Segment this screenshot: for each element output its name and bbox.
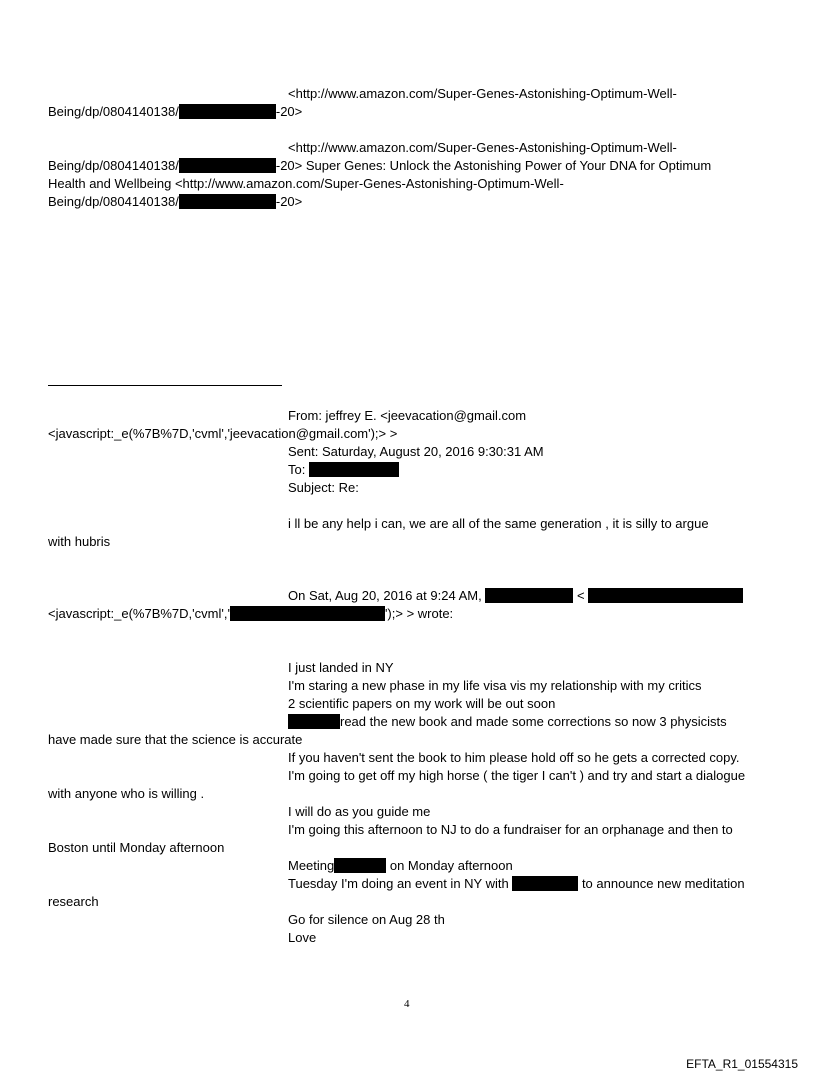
redaction-box [334, 858, 386, 873]
quote-js-start: <javascript:_e(%7B%7D,'cvml',' [48, 606, 230, 621]
link-start: <http://www.amazon.com/Super-Genes-Astonishing-Optimum-Well- [174, 176, 564, 191]
message-line: 2 scientific papers on my work will be out soon [288, 696, 556, 711]
redaction-box [230, 606, 385, 621]
header-from: From: jeffrey E. <jeevacation@gmail.com [288, 408, 527, 423]
quote-on: On Sat, Aug 20, 2016 at 9:24 AM, [288, 588, 482, 603]
message-line: If you haven't sent the book to him please hold off so he gets a corrected copy. [288, 750, 740, 765]
message-line: I'm going this afternoon to NJ to do a fundraiser for an orphanage and then to [288, 822, 733, 837]
redaction-box [179, 158, 276, 173]
link-line [48, 175, 564, 193]
quote-lt: < [576, 588, 585, 603]
message-line: have made sure that the science is accurate [48, 732, 303, 747]
link-line [48, 103, 302, 121]
message-text: Meeting [288, 858, 335, 873]
redaction-box [485, 588, 573, 603]
link-path: Being/dp/0804140138/ [48, 158, 179, 173]
message-line: I'm staring a new phase in my life visa vis my relationship with my critics [288, 678, 702, 693]
link-line: <http://www.amazon.com/Super-Genes-Astonishing-Optimum-Well- [288, 140, 677, 155]
separator-rule [48, 385, 282, 386]
message-line [288, 713, 727, 731]
book-title-cont: Health and Wellbeing [48, 176, 175, 191]
message-line: with anyone who is willing . [48, 786, 205, 801]
reply-line: i ll be any help i can, we are all of the same generation , it is silly to argue [288, 516, 709, 531]
message-line [288, 875, 745, 893]
message-line [288, 857, 513, 875]
message-line: Go for silence on Aug 28 th [288, 912, 445, 927]
message-line: I'm going to get off my high horse ( the tiger I can't ) and try and start a dialogue [288, 768, 746, 783]
link-path: Being/dp/0804140138/ [48, 104, 179, 119]
message-text: Tuesday I'm doing an event in NY with [288, 876, 513, 891]
link-path: Being/dp/0804140138/ [48, 194, 179, 209]
redaction-box [512, 876, 578, 891]
page-number: 4 [404, 998, 410, 1010]
message-line: I just landed in NY [288, 660, 394, 675]
reply-line: with hubris [48, 534, 111, 549]
message-text: to announce new meditation [578, 876, 745, 891]
link-line: <http://www.amazon.com/Super-Genes-Astonishing-Optimum-Well- [288, 86, 677, 101]
message-line: I will do as you guide me [288, 804, 431, 819]
header-from-js: <javascript:_e(%7B%7D,'cvml','jeevacation@gmail.com');> > [48, 426, 398, 441]
header-sent: Sent: Saturday, August 20, 2016 9:30:31 AM [288, 444, 544, 459]
redaction-box [309, 462, 399, 477]
link-end-with-title: -20> Super Genes: Unlock the Astonishing Power of Your DNA for Optimum [275, 158, 712, 173]
redaction-box [179, 194, 276, 209]
quote-header [288, 587, 743, 605]
message-line: Love [288, 930, 317, 945]
header-subject: Subject: Re: [288, 480, 359, 495]
message-line: Boston until Monday afternoon [48, 840, 225, 855]
header-to-label: To: [288, 462, 306, 477]
redaction-box [288, 714, 340, 729]
link-end: -20> [275, 104, 303, 119]
redaction-box [588, 588, 743, 603]
link-line [48, 193, 302, 211]
header-to [288, 461, 399, 479]
link-end: -20> [275, 194, 303, 209]
redaction-box [179, 104, 276, 119]
document-id: EFTA_R1_01554315 [686, 1057, 798, 1071]
link-line [48, 157, 711, 175]
quote-header-js [48, 605, 453, 623]
message-line: research [48, 894, 99, 909]
message-text: read the new book and made some corrections so now 3 physicists [340, 714, 727, 729]
quote-js-end: ');> > wrote: [384, 606, 454, 621]
message-text: on Monday afternoon [386, 858, 513, 873]
